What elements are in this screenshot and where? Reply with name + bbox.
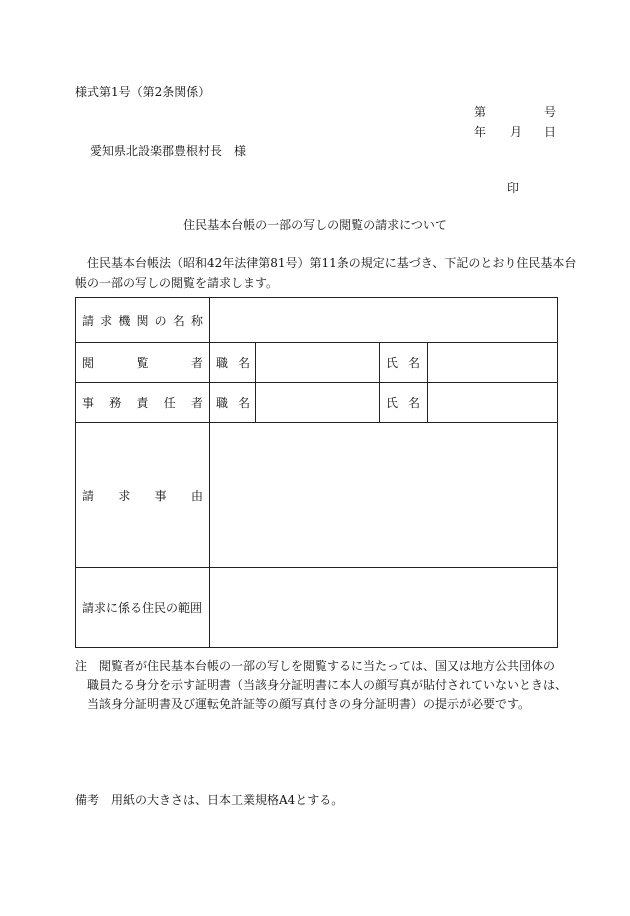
row-org-name xyxy=(76,298,558,343)
intro-paragraph xyxy=(75,253,577,293)
intro-line-1: 住民基本台帳法（昭和42年法律第81号）第11条の規定に基づき、下記のとおり住民基本台 xyxy=(87,256,577,270)
form-number: 様式第1号（第2条関係） xyxy=(75,85,211,99)
scope-field[interactable] xyxy=(210,568,558,648)
officer-title-label: 職 名 xyxy=(216,396,250,410)
reason-label-cell xyxy=(76,423,210,568)
viewer-label: 閲 覧 者 xyxy=(82,356,203,370)
note-paragraph xyxy=(75,657,567,714)
officer-title-label-cell xyxy=(210,383,256,423)
doc-no-prefix: 第 xyxy=(474,105,487,119)
reason-field[interactable] xyxy=(210,423,558,568)
officer-name-label: 氏 名 xyxy=(386,396,420,410)
scope-label: 請求に係る住民の範囲 xyxy=(82,601,203,615)
viewer-name-label: 氏 名 xyxy=(386,356,420,370)
note-line-2: 職員たる身分を示す証明書（当該身分証明書に本人の顔写真が貼付されていないときは、 xyxy=(87,678,568,692)
viewer-title-label-cell xyxy=(210,343,256,383)
officer-name-field[interactable] xyxy=(428,383,558,423)
viewer-title-label: 職 名 xyxy=(216,356,250,370)
note-line-1: 注 閲覧者が住民基本台帳の一部の写しを閲覧するに当たっては、国又は地方公共団体の xyxy=(75,659,556,673)
request-form-table xyxy=(75,297,558,648)
date-year: 年 xyxy=(474,125,487,139)
row-officer xyxy=(76,383,558,423)
org-name-field[interactable] xyxy=(210,298,558,343)
date-month: 月 xyxy=(510,125,523,139)
date-day: 日 xyxy=(543,125,556,139)
officer-name-label-cell xyxy=(380,383,428,423)
org-name-label: 請 求 機 関 の 名 称 xyxy=(82,313,203,328)
row-reason xyxy=(76,423,558,568)
doc-no-suffix: 号 xyxy=(543,105,556,119)
viewer-title-field[interactable] xyxy=(256,343,380,383)
remark: 備考 用紙の大きさは、日本工業規格A4とする。 xyxy=(75,793,344,807)
note-line-3: 当該身分証明書及び運転免許証等の顔写真付きの身分証明書）の提示が必要です。 xyxy=(87,697,531,711)
seal-mark: 印 xyxy=(507,181,520,195)
viewer-name-label-cell xyxy=(380,343,428,383)
viewer-name-field[interactable] xyxy=(428,343,558,383)
document-title: 住民基本台帳の一部の写しの閲覧の請求について xyxy=(183,218,447,232)
intro-line-2: 帳の一部の写しの閲覧を請求します。 xyxy=(75,276,279,290)
scope-label-cell xyxy=(76,568,210,648)
officer-label-cell xyxy=(76,383,210,423)
row-scope xyxy=(76,568,558,648)
officer-title-field[interactable] xyxy=(256,383,380,423)
reason-label: 請 求 事 由 xyxy=(82,488,203,503)
viewer-label-cell xyxy=(76,343,210,383)
addressee: 愛知県北設楽郡豊根村長 様 xyxy=(90,144,247,158)
officer-label: 事 務 責 任 者 xyxy=(82,396,203,410)
org-name-label-cell xyxy=(76,298,210,343)
row-viewer xyxy=(76,343,558,383)
